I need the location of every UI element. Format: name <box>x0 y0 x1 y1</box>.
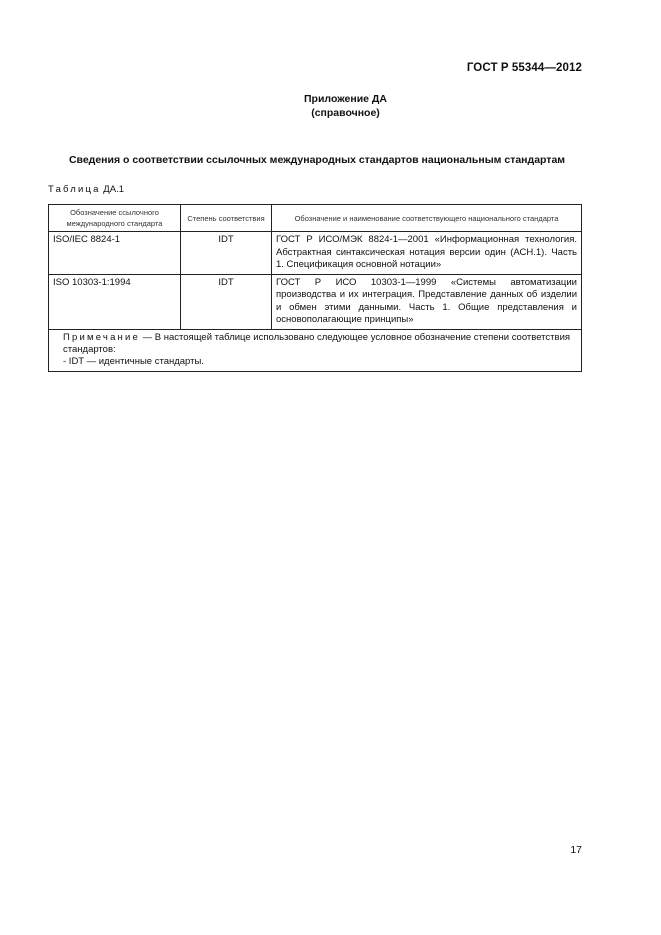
table-header-row <box>49 205 582 232</box>
section-title: Сведения о соответствии ссылочных международных стандартов национальным стандартам <box>68 154 566 166</box>
document-number: ГОСТ Р 55344—2012 <box>466 62 582 74</box>
cell-national-standard: ГОСТ Р ИСО/МЭК 8824-1—2001 «Информационная технология. Абстрактная синтаксическая нотация версии один (АСН.1). Часть 1. Спецификация основной нотации» <box>272 232 582 275</box>
cell-degree: IDT <box>181 232 272 275</box>
table-caption-word: Таблица <box>48 184 101 195</box>
table-caption <box>48 184 124 195</box>
annex-heading <box>0 92 661 120</box>
cell-degree: IDT <box>181 274 272 329</box>
page-number: 17 <box>570 844 582 856</box>
table-row <box>49 274 582 329</box>
table-note <box>49 329 582 371</box>
annex-subtitle: (справочное) <box>311 107 380 119</box>
cell-national-standard: ГОСТ Р ИСО 10303-1—1999 «Системы автоматизации производства и их интеграция. Представление данных об изделии и обмен этими данными. Часть 1. Общие представления и основополагающие принципы» <box>272 274 582 329</box>
note-item: - IDT — идентичные стандарты. <box>63 355 204 367</box>
header-national-standard: Обозначение и наименование соответствующего национального стандарта <box>272 205 582 232</box>
header-ref-standard: Обозначение ссылочного международного стандарта <box>49 205 181 232</box>
cell-ref-standard: ISO 10303-1:1994 <box>49 274 181 329</box>
table-note-row <box>49 329 582 371</box>
reference-table <box>48 204 582 372</box>
annex-title: Приложение ДА <box>304 93 387 105</box>
note-paragraph <box>53 332 577 356</box>
table-caption-number: ДА.1 <box>103 184 124 195</box>
note-label: Примечание <box>63 331 140 343</box>
table-row <box>49 232 582 275</box>
cell-ref-standard: ISO/IEC 8824-1 <box>49 232 181 275</box>
note-text: — В настоящей таблице использовано следующее условное обозначение степени соответствия стандартов: <box>63 331 571 355</box>
header-degree: Степень соответствия <box>181 205 272 232</box>
